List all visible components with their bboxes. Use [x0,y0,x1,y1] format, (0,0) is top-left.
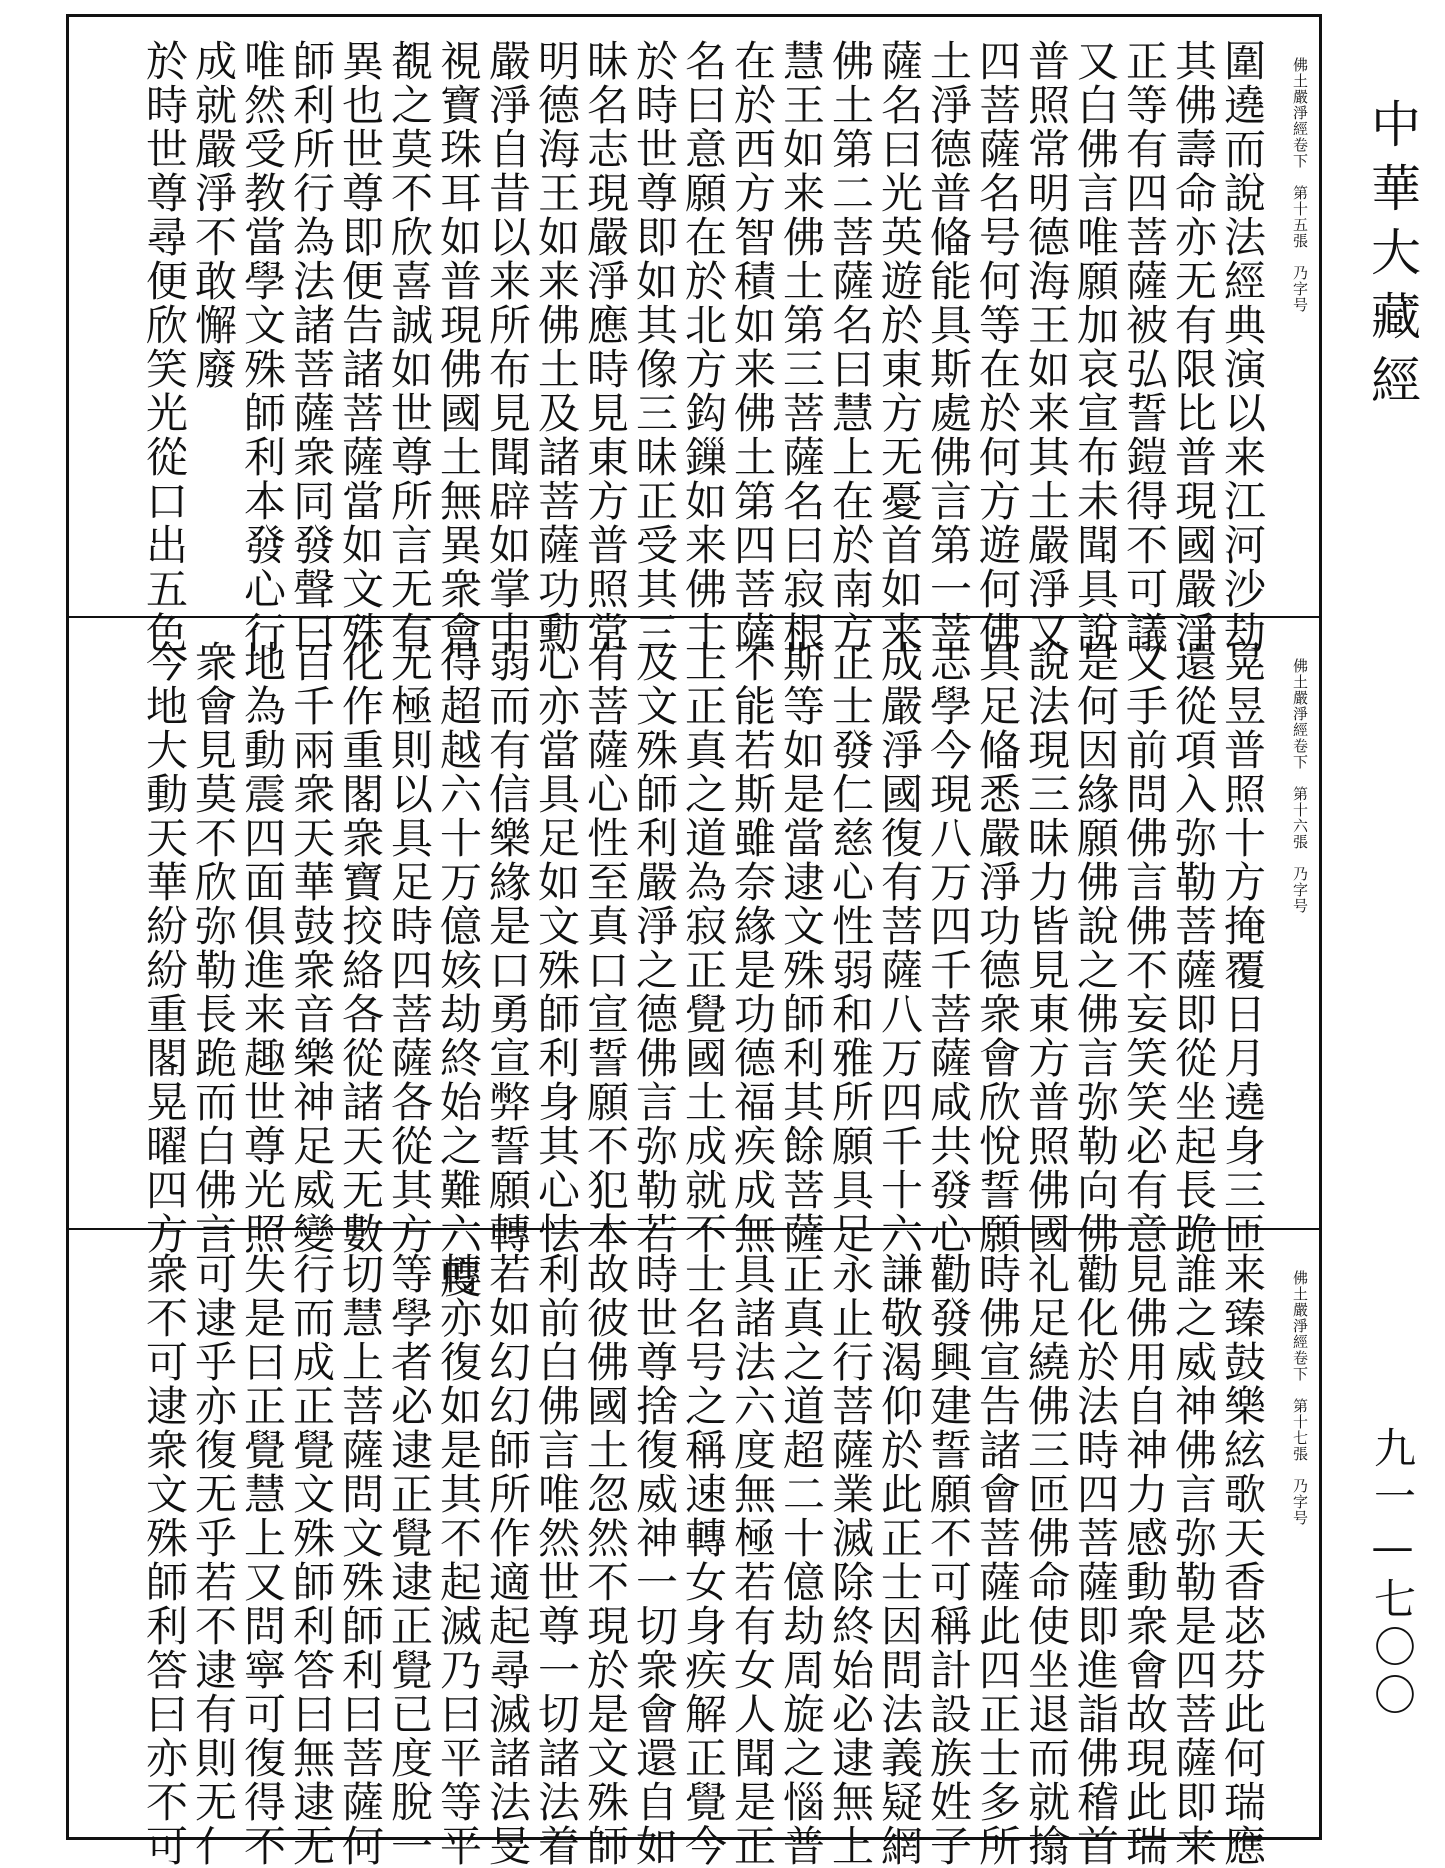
text-column: 正等有四菩薩被弘誓鎧得不可議 [1120,39,1169,655]
text-column: 時佛宣告諸會菩薩此四正士多所 [973,1252,1022,1868]
text-panel-3 [69,1230,1319,1868]
text-column: 時世尊捨復威神一切衆會還自如 [630,1252,679,1868]
text-column: 具足偹悉嚴淨功德衆會欣悅誓願 [973,640,1022,1256]
text-column: 有菩薩心性至真口宣誓願不犯本 [581,640,630,1256]
text-column: 晃昱普照十方掩覆日月遶身三匝 [1218,640,1267,1256]
text-column: 於時世尊即如其像三昧正受其三 [630,39,679,655]
text-column: 失是曰正覺慧上又問寧可復得不 [238,1252,287,1868]
panel-3-columns [140,1252,1267,1868]
text-column: 行而成正覺文殊師利答曰無逮无 [287,1252,336,1868]
text-column: 志學今現八万四千菩薩咸共發心 [924,640,973,1256]
text-column: 可逮乎亦復无乎若不逮有則无亻 [189,1252,238,1868]
panel-2-margin-note: 佛土嚴淨經卷下 第十六張 乃字号 [1291,658,1309,914]
text-column: 等學者必逮正覺逮正覺已度脫一 [385,1252,434,1868]
text-column: 薩名曰光英遊於東方无憂首如来 [875,39,924,655]
sutra-page-frame [66,14,1322,1868]
text-column: 圍遶而說法經典演以来江河沙劫 [1218,39,1267,655]
text-column: 是何因緣願佛說之佛言弥勒向佛 [1071,640,1120,1256]
text-column: 勸發興建誓願不可稱計設族姓子 [924,1252,973,1868]
text-column: 具諸法六度無極若有女人聞是正 [728,1252,777,1868]
text-column: 成就嚴淨不敢懈廢 [189,39,238,391]
text-column: 名曰意願在於北方鈎鏁如来佛土 [679,39,728,655]
text-column: 在於西方智積如来佛土第四菩薩 [728,39,777,655]
text-column: 謙敬渴仰於此正士因問法義疑網 [875,1252,924,1868]
text-column: 地為動震四面俱進来趣世尊光照 [238,640,287,1256]
text-column: 永止行菩薩業滅除終始必逮無上 [826,1252,875,1868]
text-column: 衆不可逮衆文殊師利答曰亦不可 [140,1252,189,1868]
text-column: 轉亦復如是其不起滅乃曰平等平 [434,1252,483,1868]
text-column: 佛土第二菩薩名曰慧上在於南方 [826,39,875,655]
text-column: 化作重閣衆寶挍絡各從諸天无數 [336,640,385,1256]
text-column: 得超越六十万億姟劫終始之難六度 [434,640,483,1300]
text-column: 礼足繞佛三匝佛命使坐退而就㩉 [1022,1252,1071,1868]
text-column: 於時世尊尋便欣笑光從口出五色 [140,39,189,655]
text-column: 異也世尊即便告諸菩薩當如文殊 [336,39,385,655]
text-column: 四菩薩名号何等在於何方遊何佛 [973,39,1022,655]
text-column: 正士發仁慈心性弱和雅所願具足 [826,640,875,1256]
text-column: 衆會見莫不欣弥勒長跪而白佛言 [189,640,238,1256]
text-panel-1 [69,17,1319,655]
text-column: 又手前問佛言佛不妄笑笑必有意 [1120,640,1169,1256]
text-column: 士名号之稱速轉女身疾解正覺今 [679,1252,728,1868]
text-column: 来臻鼓樂絃歌天香苾芬此何瑞應 [1218,1252,1267,1868]
text-column: 若如幻幻師所作適起尋滅諸法旻 [483,1252,532,1868]
text-column: 上正真之道為寂正覺國土成就不 [679,640,728,1256]
page-number: 九一—七〇〇 [1368,1426,1417,1721]
text-column: 无極則以具足時四菩薩各從其方 [385,640,434,1256]
text-column: 又白佛言唯願加哀宣布未聞具說 [1071,39,1120,655]
text-column: 心亦當具足如文殊師利身其心怯 [532,640,581,1256]
text-column: 不能若斯雖奈緣是功德福疾成無 [728,640,777,1256]
text-column: 百千兩衆天華鼓衆音樂神足威變 [287,640,336,1256]
text-column: 視寶珠耳如普現佛國土無異衆會 [434,39,483,655]
panel-2-columns [140,640,1267,1300]
text-column: 斯等如是當逮文殊師利其餘菩薩 [777,640,826,1256]
text-column: 切慧上菩薩問文殊師利曰菩薩何 [336,1252,385,1868]
text-column: 今地大動天華紛紛重閣晃曜四方 [140,640,189,1256]
text-column: 覩之莫不欣喜誠如世尊所言无有 [385,39,434,655]
text-column: 還從項入弥勒菩薩即從坐起長跪 [1169,640,1218,1256]
text-column: 故彼佛國土忽然不現於是文殊師 [581,1252,630,1868]
text-column: 及文殊師利嚴淨之德佛言弥勒若 [630,640,679,1256]
panel-1-columns [140,39,1267,655]
text-column: 成嚴淨國復有菩薩八万四千十六 [875,640,924,1256]
text-column: 師利所行為法諸菩薩衆同發聲曰 [287,39,336,655]
text-column: 利前白佛言唯然世尊一切諸法着 [532,1252,581,1868]
text-column: 昧名志現嚴淨應時見東方普照常 [581,39,630,655]
text-column: 普照常明德海王如来其土嚴淨又 [1022,39,1071,655]
panel-1-margin-note: 佛土嚴淨經卷下 第十五張 乃字号 [1291,57,1309,313]
text-column: 嚴淨自昔以来所布見聞辟如掌中 [483,39,532,655]
text-column: 其佛壽命亦无有限比普現國嚴淨 [1169,39,1218,655]
text-column: 說法現三昧力皆見東方普照佛國 [1022,640,1071,1256]
panel-3-margin-note: 佛土嚴淨經卷下 第十七張 乃字号 [1291,1270,1309,1526]
text-column: 勸化於法時四菩薩即進詣佛稽首 [1071,1252,1120,1868]
text-column: 弱而有信樂緣是口勇宣弊誓願轉 [483,640,532,1256]
text-panel-2 [69,618,1319,1300]
text-column: 土淨德普偹能具斯處佛言第一菩 [924,39,973,655]
edition-title: 中華大藏經 [1363,98,1421,418]
text-column: 明德海王如来佛土及諸菩薩功勳 [532,39,581,655]
text-column: 唯然受教當學文殊師利本發心行 [238,39,287,655]
text-column: 慧王如来佛土第三菩薩名曰寂根 [777,39,826,655]
text-column: 誰之威神佛言弥勒是四菩薩即来 [1169,1252,1218,1868]
text-column: 見佛用自神力感動衆會故現此瑞 [1120,1252,1169,1868]
text-column: 正真之道超二十億劫周旋之惱普 [777,1252,826,1868]
